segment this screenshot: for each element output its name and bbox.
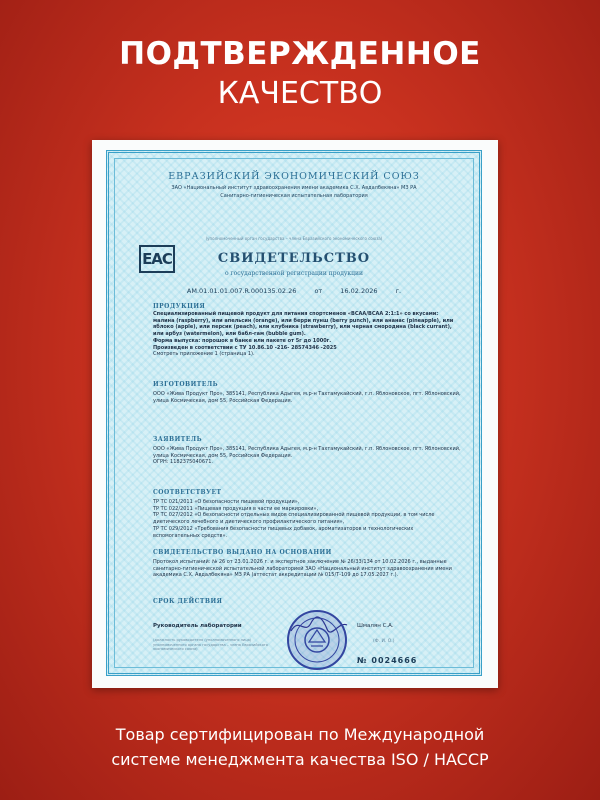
compliance-line: ТР ТС 021/2011 «О безопасности пищевой продукции», xyxy=(153,499,300,505)
applicant-text: ООО «Жива Продукт Про», 385141, Республика Адыгея, м.р-н Тахтамукайский, г.п. Яблоновское, пгт. Яблоновский, улица Космическая, дом 55, Российская Федерация. xyxy=(153,446,461,459)
validity-heading: СРОК ДЕЙСТВИЯ xyxy=(153,598,223,605)
footer-line-2: системе менеджмента качества ISO / HACCP xyxy=(111,750,489,769)
compliance-line: ТР ТС 022/2011 «Пищевая продукция в части ее маркировки», xyxy=(153,505,319,512)
applicant-heading: ЗАЯВИТЕЛЬ xyxy=(153,436,203,443)
institute-name: ЗАО «Национальный институт здравоохранения имени академика С.Х. Авдалбекяна» МЗ РА xyxy=(171,185,417,191)
applicant-ogrn: ОГРН: 1182375040671. xyxy=(153,459,213,466)
signer-role: Руководитель лаборатории xyxy=(153,623,242,629)
manufacturer-text: ООО «Жива Продукт Про», 385141, Республика Адыгея, м.р-н Тахтамукайский, г.п. Яблоновское, пгт. Яблоновский, улица Космическая, дом 55, Российская Федерация. xyxy=(153,391,461,404)
basis-text: Протокол испытаний: № 26 от 23.01.2026 г. и экспертное заключение № 26/33/134 от 10.02.2026 г., выданные санитарно-гигиенической испытательной лабораторией ЗАО «Национальный институт здравоохранения имени академика С.Х. Авдалбекяна» МЗ РА (аттестат аккредитации № 015/Т-109 до 17.05.2027 г.). xyxy=(153,559,452,579)
headline-line-2: КАЧЕСТВО xyxy=(217,76,383,111)
registration-row xyxy=(109,287,479,295)
signer-name: Шмалян С.А. xyxy=(357,623,394,629)
laboratory-name: Санитарно-гигиеническая испытательная лаборатория xyxy=(220,193,368,199)
signature-caption: (должность руководителя (уполномоченного лица) уполномоченного органа государства – члена Евразийского экономического союза) xyxy=(153,638,268,651)
manufacturer-heading: ИЗГОТОВИТЕЛЬ xyxy=(153,381,219,388)
headline-line-1: ПОДТВЕРЖДЕННОЕ xyxy=(119,36,481,72)
compliance-line: ТР ТС 029/2012 «Требования безопасности пищевых добавок, ароматизаторов и технологических вспомогательных средств». xyxy=(153,525,414,539)
certificate-paper xyxy=(92,140,498,688)
document-title: СВИДЕТЕЛЬСТВО xyxy=(217,251,371,266)
certificate-inner-frame xyxy=(114,158,474,668)
product-produced: Произведен в соответствии с ТУ 10.86.10 -216- 28574346 -2025 xyxy=(153,344,337,351)
compliance-heading: СООТВЕТСТВУЕТ xyxy=(153,489,222,496)
authority-note: (уполномоченный орган государства – члена Евразийского экономического союза) xyxy=(205,236,383,241)
product-block xyxy=(153,311,461,358)
basis-heading: СВИДЕТЕЛЬСТВО ВЫДАНО НА ОСНОВАНИИ xyxy=(153,549,332,556)
compliance-list xyxy=(153,499,461,539)
applicant-block xyxy=(153,446,461,466)
fio-caption: (Ф. И. О.) xyxy=(373,639,395,644)
union-title: ЕВРАЗИЙСКИЙ ЭКОНОМИЧЕСКИЙ СОЮЗ xyxy=(168,171,420,182)
serial-number: № 0024666 xyxy=(357,656,418,665)
compliance-line: ТР ТС 027/2012 «О безопасности отдельных видов специализированной пищевой продукции, в том числе диетического лечебного и диетического профилактического питания», xyxy=(153,512,435,526)
footer-line-1: Товар сертифицирован по Международной xyxy=(115,725,485,744)
product-appendix: Смотреть приложение 1 (страница 1). xyxy=(153,351,255,358)
product-text: Специализированный пищевой продукт для питания спортсменов «BCAA/ВСАА 2:1:1» со вкусами: малина (raspberry), или апельсин (orange), или берри пунш (berry punch), или ананас (pineapple), или яблоко (apple), или персик (peach), или клубника (strawberry), или черная смородина (black currant), или арбуз (watermelon), или бабл-гам (bubble gum). xyxy=(153,311,454,338)
document-subtitle: о государственной регистрации продукции xyxy=(224,270,364,277)
certificate-document xyxy=(106,150,482,676)
eac-mark-icon: EAC xyxy=(139,245,175,273)
registration-from: от xyxy=(314,287,323,295)
registration-year-suffix: г. xyxy=(395,287,402,295)
product-form: Форма выпуска: порошок в банке или пакете от 5г до 1000г. xyxy=(153,337,332,344)
registration-number: АМ.01.01.01.007.R.000135.02.26 xyxy=(186,287,297,295)
product-heading: ПРОДУКЦИЯ xyxy=(153,303,206,310)
seal-stamp-icon xyxy=(285,608,349,672)
registration-date: 16.02.2026 xyxy=(340,287,378,295)
